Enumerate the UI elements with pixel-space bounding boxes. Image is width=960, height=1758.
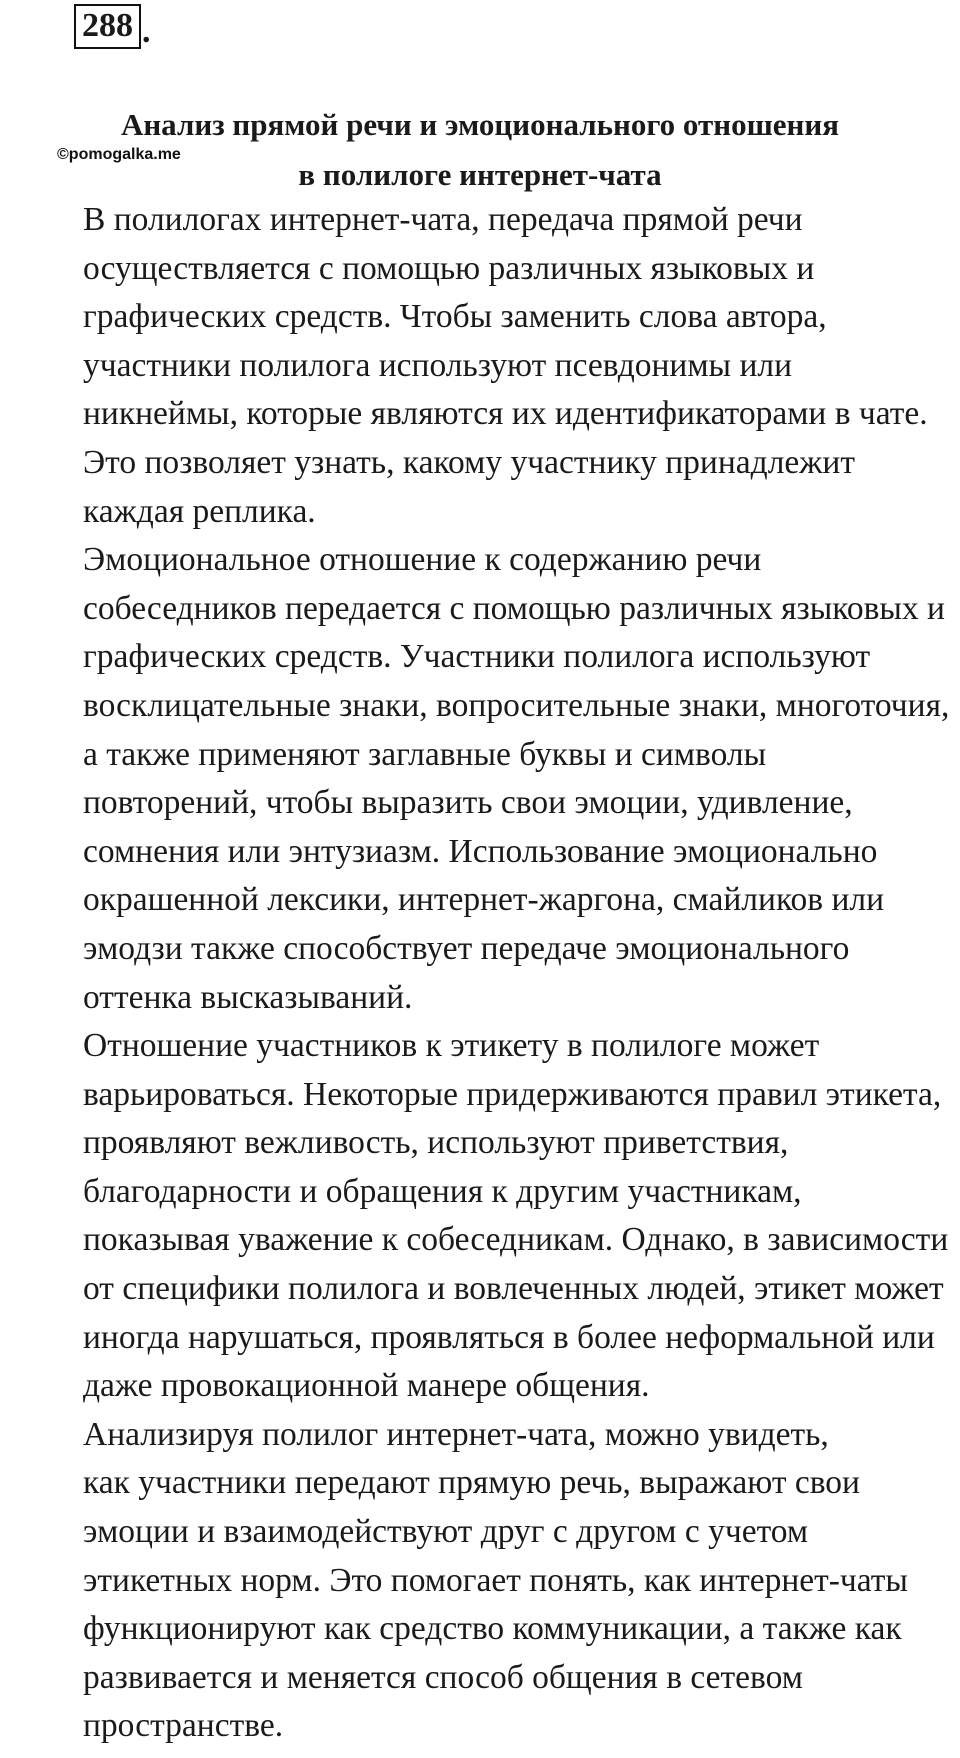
paragraph-line: Анализируя полилог интернет-чата, можно увидеть, [83, 1415, 829, 1453]
paragraph-line: иногда нарушаться, проявляться в более неформальной или [83, 1318, 935, 1356]
paragraph-line: графических средств. Участники полилога используют [83, 638, 871, 676]
paragraph-line: В полилогах интернет-чата, передача прямой речи [83, 201, 803, 238]
paragraph-line: пространстве. [83, 1707, 284, 1745]
task-number-dot: . [142, 13, 151, 50]
paragraph-line: проявляют вежливость, используют приветствия, [83, 1124, 789, 1162]
paragraph-2 [3, 536, 958, 1022]
paragraph-line: развивается и меняется способ общения в сетевом [83, 1658, 803, 1696]
paragraph-line: каждая реплика. [83, 492, 316, 530]
title-line-1: Анализ прямой речи и эмоционального отношения [120, 107, 840, 142]
paragraph-line: никнеймы, которые являются их идентификаторами в чате. [83, 395, 928, 433]
task-number-box: 288 [74, 4, 141, 49]
paragraph-line: показывая уважение к собеседникам. Однако, в зависимости [83, 1221, 949, 1259]
paragraph-3 [3, 1022, 958, 1411]
title-line-2: в полилоге интернет-чата [298, 157, 662, 192]
paragraph-line: а также применяют заглавные буквы и символы [83, 735, 767, 773]
paragraph-line: оттенка высказываний. [83, 978, 413, 1016]
paragraph-4 [3, 1411, 958, 1751]
paragraph-line: эмодзи также способствует передаче эмоционального [83, 929, 850, 967]
paragraph-line: Эмоциональное отношение к содержанию речи [83, 541, 762, 579]
paragraph-line: участники полилога используют псевдонимы или [83, 346, 793, 384]
task-number [74, 4, 151, 49]
paragraph-line: повторений, чтобы выразить свои эмоции, удивление, [83, 784, 853, 822]
paragraph-line: сомнения или энтузиазм. Использование эмоционально [83, 832, 878, 870]
paragraph-line: этикетных норм. Это помогает понять, как интернет-чаты [83, 1561, 908, 1599]
paragraph-line: окрашенной лексики, интернет-жаргона, смайликов или [83, 881, 885, 919]
paragraph-line: графических средств. Чтобы заменить слова автора, [83, 298, 827, 336]
paragraph-line: даже провокационной манере общения. [83, 1367, 650, 1405]
paragraph-line: восклицательные знаки, вопросительные знаки, многоточия, [83, 686, 950, 724]
paragraph-line: эмоции и взаимодействуют друг с другом с учетом [83, 1513, 809, 1551]
paragraph-line: собеседников передается с помощью различных языковых и [83, 589, 945, 627]
watermark: ©pomogalka.me [57, 146, 181, 163]
paragraph-line: как участники передают прямую речь, выражают свои [83, 1464, 860, 1502]
paragraph-line: варьироваться. Некоторые придерживаются правил этикета, [83, 1075, 942, 1113]
paragraph-line: от специфики полилога и вовлеченных людей, этикет может [83, 1270, 944, 1308]
document-body [3, 196, 958, 1751]
paragraph-line: функционируют как средство коммуникации, а также как [83, 1610, 902, 1648]
paragraph-line: Это позволяет узнать, какому участнику принадлежит [83, 443, 855, 481]
paragraph-line: Отношение участников к этикету в полилоге может [83, 1027, 820, 1065]
paragraph-line: благодарности и обращения к другим участникам, [83, 1172, 802, 1210]
paragraph-1 [3, 196, 958, 536]
paragraph-line: осуществляется с помощью различных языковых и [83, 249, 815, 287]
